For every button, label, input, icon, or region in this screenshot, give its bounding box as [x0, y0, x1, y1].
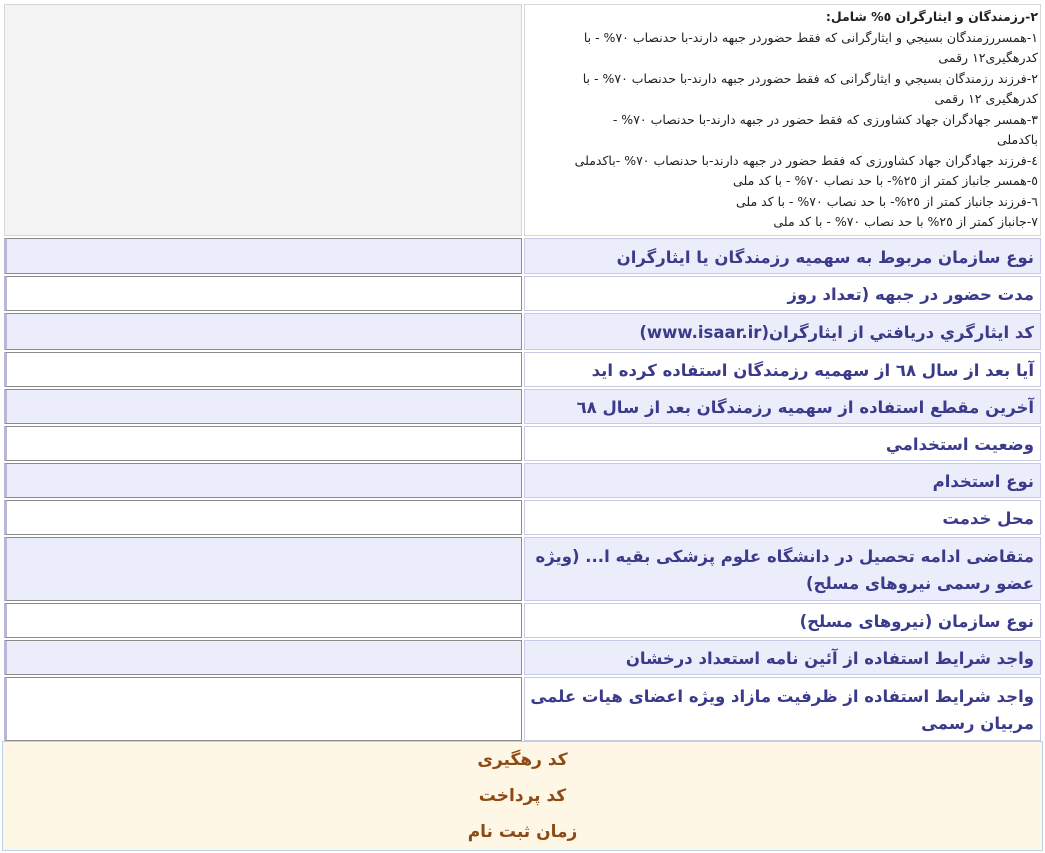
quota-info-line: باکدملی — [996, 132, 1038, 147]
quota-info-line: ٦-فرزند جانباز کمتر از ٢٥%- با حد نصاب ٧٠% - با کد ملی — [735, 193, 1038, 209]
form-row-label: مدت حضور در جبهه (تعداد روز — [524, 276, 1042, 311]
quota-info-blank-cell — [4, 4, 522, 236]
form-row — [4, 389, 1041, 424]
form-row-value — [4, 426, 522, 461]
form-row — [4, 352, 1041, 387]
form-row — [4, 537, 1041, 601]
form-row-label: آخرین مقطع استفاده از سهمیه رزمندگان بعد از سال ٦٨ — [524, 389, 1042, 424]
form-row — [4, 640, 1041, 675]
form-row-value — [4, 500, 522, 535]
form-row-label: محل خدمت — [524, 500, 1042, 535]
quota-info-line: ٥-همسر جانباز کمتر از ٢٥%- با حد نصاب ٧٠% - با کد ملی — [733, 173, 1038, 188]
form-row — [4, 603, 1041, 638]
form-row — [4, 313, 1041, 350]
form-row-value — [4, 603, 522, 638]
submission-footer — [2, 741, 1043, 851]
form-row-label: واجد شرایط استفاده از ظرفیت مازاد ویژه اعضای هیات علمی مربیان رسمی — [524, 677, 1042, 741]
quota-description-cell — [524, 4, 1042, 236]
form-rows — [4, 238, 1041, 741]
form-row-value — [4, 389, 522, 424]
payment-code-label: کد پرداخت — [478, 786, 567, 806]
quota-info-title: ٢-رزمندگان و ایثارگران ٥% شامل: — [825, 9, 1038, 24]
form-row — [4, 276, 1041, 311]
form-row-label: نوع سازمان مربوط به سهمیه رزمندگان یا ایثارگران — [524, 238, 1042, 274]
form-row — [4, 500, 1041, 535]
form-row-value — [4, 238, 522, 274]
form-row-label: متقاضی ادامه تحصیل در دانشگاه علوم پزشکی بقیه ا... (ویژه عضو رسمی نیروهای مسلح) — [524, 537, 1042, 601]
form-row-label: واجد شرایط استفاده از آئین نامه استعداد درخشان — [524, 640, 1042, 675]
form-row — [4, 426, 1041, 461]
quota-info-line: ١-همسررزمندگان بسیجي و ایثارگرانی که فقط حضوردر جبهه دارند-با حدنصاب ٧٠% - با — [583, 29, 1038, 45]
quota-info-lines — [533, 28, 1039, 233]
form-row — [4, 238, 1041, 274]
form-row-value — [4, 677, 522, 741]
registration-time-label: زمان ثبت نام — [467, 822, 578, 842]
quota-info-line: ٤-فرزند جهادگران جهاد کشاورزی که فقط حضور در جبهه دارند-با حدنصاب ٧٠% -باکدملی — [574, 152, 1038, 168]
form-row-label: نوع سازمان (نیروهای مسلح) — [524, 603, 1042, 638]
form-row-value — [4, 640, 522, 675]
tracking-code-label: کد رهگیری — [477, 750, 568, 770]
form-row-value — [4, 313, 522, 350]
form-row — [4, 463, 1041, 498]
form-row-value — [4, 276, 522, 311]
quota-info-line: ٣-همسر جهادگران جهاد کشاورزی که فقط حضور در جبهه دارند-با حدنصاب ٧٠% - — [612, 111, 1038, 127]
form-row-label: کد ایثارگري دریافتي از ایثارگران(www.isaar.ir) — [524, 313, 1042, 350]
form-row-label: نوع استخدام — [524, 463, 1042, 498]
form-row-value — [4, 537, 522, 601]
quota-info-line: کدرهگیری ١٢ رقمی — [934, 91, 1038, 106]
quota-info-line: کدرهگیری١٢ رقمی — [938, 50, 1038, 65]
form-row — [4, 677, 1041, 741]
form-row-value — [4, 463, 522, 498]
applicant-info-table — [2, 2, 1043, 743]
quota-info-row — [4, 4, 1041, 236]
form-row-label: وضعیت استخدامي — [524, 426, 1042, 461]
form-row-value — [4, 352, 522, 387]
form-row-label: آیا بعد از سال ٦٨ از سهمیه رزمندگان استفاده کرده اید — [524, 352, 1042, 387]
quota-info-line: ٢-فرزند رزمندگان بسیجي و ایثارگرانی که فقط حضوردر جبهه دارند-با حدنصاب ٧٠% - با — [582, 70, 1038, 86]
quota-info-line: ٧-جانباز کمتر از ٢٥% با حد نصاب ٧٠% - با کد ملی — [773, 214, 1038, 229]
